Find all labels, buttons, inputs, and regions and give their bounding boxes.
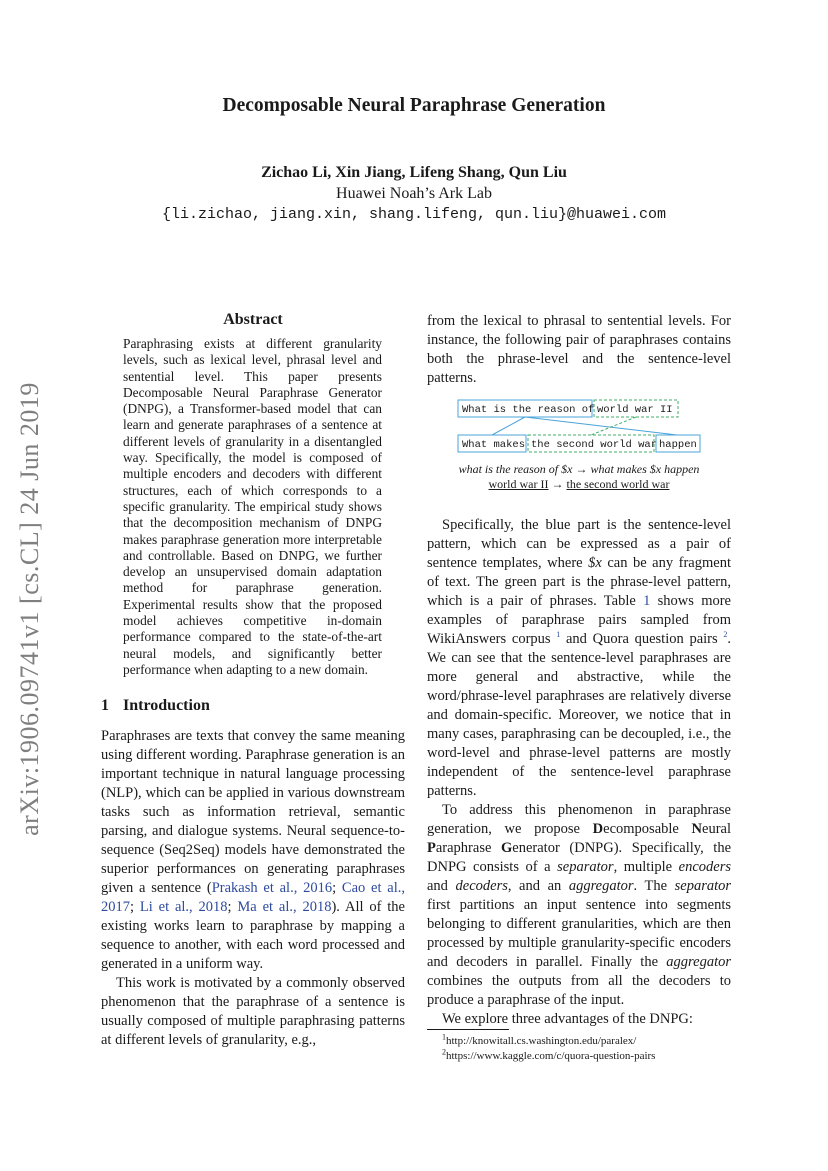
row1-green-text: world war II xyxy=(597,404,673,416)
abstract-text: Paraphrasing exists at different granularity levels, such as lexical level, phrasal level and sentential level. This paper presents Decomposable Neural Paraphrase Generator (DNPG), a Transformer-based model that can learn and generate paraphrases of a sentence at different levels of granularity in a disentangled way. Specifically, the model is composed of multiple encoders and decoders with different structures, each of which corresponds to a specific granularity. The empirical study shows that the decomposition mechanism of DNPG makes paraphrase generation more interpretable and controllable. Based on DNPG, we further develop an unsupervised domain adaptation method for paraphrase generation. Experimental results show that the proposed model achieves competitive in-domain performance compared to the state-of-the-art neural models, and significantly better performance when adapting to a new domain. xyxy=(123,336,382,677)
section-heading-introduction: 1 Introduction xyxy=(101,697,210,714)
paper-title: Decomposable Neural Paraphrase Generation xyxy=(222,95,606,116)
citation-prakash[interactable]: Prakash et al., 2016 xyxy=(211,880,333,896)
introduction-body xyxy=(101,727,405,1050)
row2-blue-text-b: happen xyxy=(659,439,697,451)
emails: {li.zichao, jiang.xin, shang.lifeng, qun.liu}@huawei.com xyxy=(161,206,667,223)
authors: Zichao Li, Xin Jiang, Lifeng Shang, Qun Liu xyxy=(261,164,567,181)
footnote-2-link[interactable]: https://www.kaggle.com/c/quora-question-pairs xyxy=(446,1050,656,1062)
paraphrase-alignment-figure xyxy=(455,398,705,454)
footnote-1: $^1$http://knowitall.cs.washington.edu/paralex/ xyxy=(442,1032,637,1047)
row2-green-text: the second world war xyxy=(531,439,658,451)
arxiv-stamp: arXiv:1906.09741v1 [cs.CL] 24 Jun 2019 xyxy=(15,382,44,836)
footnote-ref-2[interactable]: 2 xyxy=(723,630,728,640)
footnote-rule xyxy=(427,1029,509,1030)
align-line-blue-1 xyxy=(492,417,525,435)
footnote-1-link[interactable]: http://knowitall.cs.washington.edu/paralex/ xyxy=(446,1035,637,1047)
table-ref[interactable]: 1 xyxy=(643,593,651,609)
citation-cao[interactable]: Cao et al., 2017 xyxy=(101,880,405,915)
footnotes xyxy=(442,1034,732,1064)
affiliation: Huawei Noah’s Ark Lab xyxy=(336,185,492,202)
right-column-top-text: from the lexical to phrasal to sentential levels. For instance, the following pair of paraphrases contains both the phrase-level and the sentence-level patterns. xyxy=(427,313,731,386)
intro-paragraph-1: Paraphrases are texts that convey the same meaning using different wording. Paraphrase generation is an important technique in natural language processing (NLP), which can be applied in various downstream tasks such as information retrieval, semantic parsing, and dialogue systems. Neural sequence-to-sequence (Seq2Seq) models have demonstrated the superior performances on generating paraphrases given a sentence (Prakash et al., 2016; Cao et al., 2017; Li et al., 2018; Ma et al., 2018). All of the existing works learn to paraphrase by mapping a sequence to another, with each word processed and generated in a uniform way. xyxy=(101,728,405,972)
citation-li[interactable]: Li et al., 2018 xyxy=(139,899,228,915)
align-line-blue-2 xyxy=(525,417,677,435)
row2-blue-text-a: What makes xyxy=(462,439,526,451)
footnote-2: $^2$https://www.kaggle.com/c/quora-question-pairs xyxy=(442,1047,656,1062)
right-paragraph-3: We explore three advantages of the DNPG: xyxy=(442,1011,693,1027)
right-paragraph-2: To address this phenomenon in paraphrase generation, we propose Decomposable Neural Paraphrase Generator (DNPG). Specifically, the DNPG consists of a separator, multiple encoders and decoders, and an aggregator. The separator first partitions an input sentence into segments belonging to different granularities, which are then processed by multiple granularity-specific encoders and decoders in parallel. Finally the aggregator combines the outputs from all the decoders to produce a paraphrase of the input. xyxy=(427,802,732,1008)
right-column-body xyxy=(427,516,731,1029)
abstract-heading: Abstract xyxy=(223,311,283,328)
intro-paragraph-2: This work is motivated by a commonly observed phenomenon that the paraphrase of a sentence is usually composed of multiple paraphrasing patterns at different levels of granularity, e.g., xyxy=(101,975,405,1048)
citation-ma[interactable]: Ma et al., 2018 xyxy=(237,899,332,915)
row1-blue-text: What is the reason of xyxy=(462,404,595,416)
figure-caption: what is the reason of $x → what makes $x happen world war II → the second world war xyxy=(458,462,700,491)
right-paragraph-1: Specifically, the blue part is the sentence-level pattern, which can be expressed as a pair of sentence templates, where $x can be any fragment of text. The green part is the phrase-level pattern, which is a pair of phrases. Table 1 shows more examples of paraphrase pairs sampled from WikiAnswers corpus $^1$ and Quora question pairs $^2$. We can see that the sentence-level paraphrases are more general and abstractive, while the word/phrase-level paraphrases are relatively diverse and domain-specific. Moreover, we notice that in many cases, paraphrasing can be decoupled, i.e., the word-level and phrase-level patterns are mostly independent of the sentence-level paraphrase patterns. xyxy=(427,517,731,799)
footnote-ref-1[interactable]: 1 xyxy=(556,630,561,640)
